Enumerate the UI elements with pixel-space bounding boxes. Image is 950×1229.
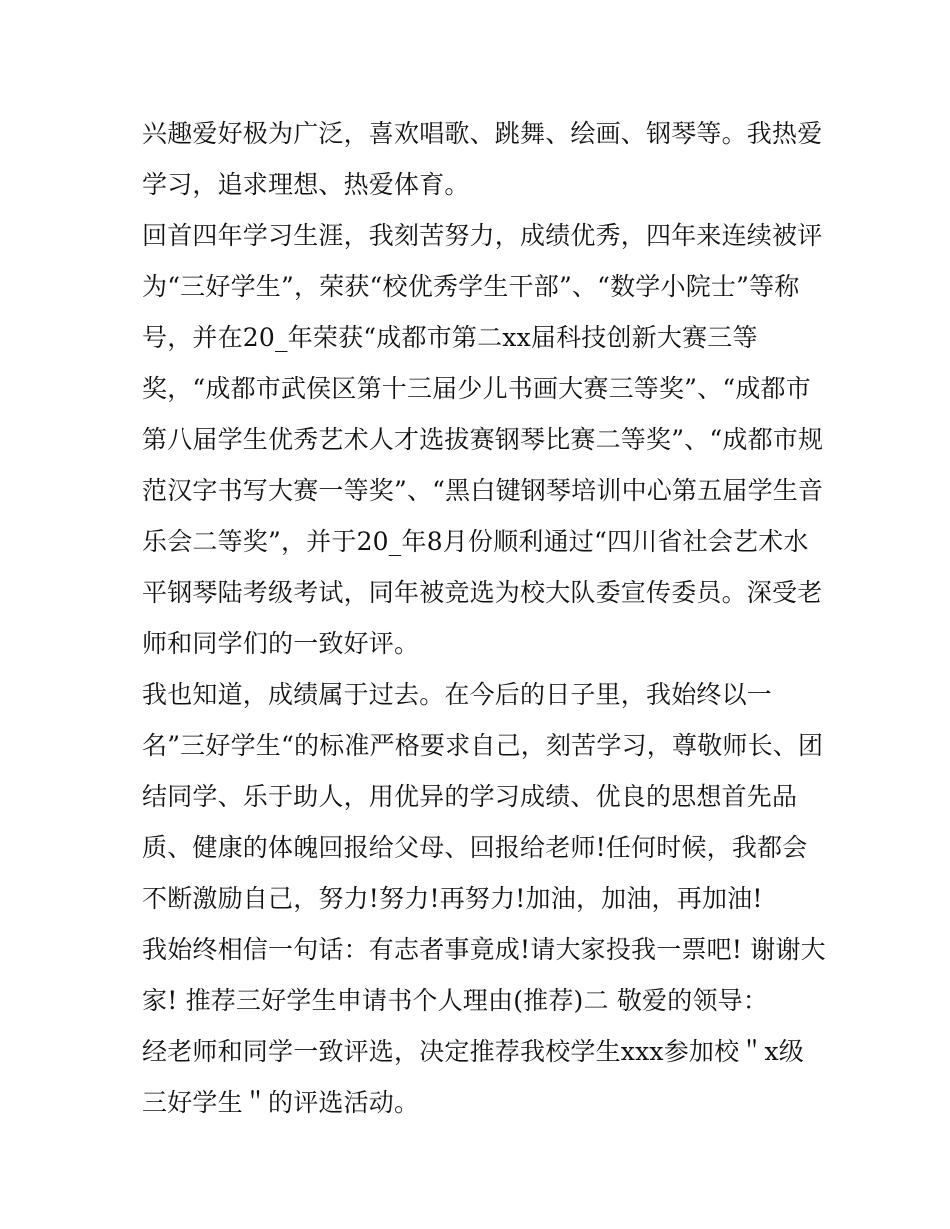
text-line: 回首四年学习生涯，我刻苦努力，成绩优秀，四年来连续被评	[142, 221, 823, 250]
text-line: 平钢琴陆考级考试，同年被竞选为校大队委宣传委员。深受老	[142, 578, 823, 607]
text-line: 为“三好学生”，荣获“校优秀学生干部”、“数学小院士”等称	[142, 272, 800, 301]
text-line: 号，并在20_年荣获“成都市第二xx届科技创新大赛三等	[142, 323, 758, 352]
text-line: 结同学、乐于助人，用优异的学习成绩、优良的思想首先品	[142, 782, 798, 811]
text-line: 范汉字书写大赛一等奖”、“黑白键钢琴培训中心第五届学生音	[142, 476, 824, 505]
text-line: 名”三好学生“的标准严格要求自己，刻苦学习，尊敬师长、团	[142, 731, 824, 760]
document-body	[142, 108, 826, 1128]
text-line: 兴趣爱好极为广泛，喜欢唱歌、跳舞、绘画、钢琴等。我热爱	[142, 119, 823, 148]
text-line: 我始终相信一句话：有志者事竟成!请大家投我一票吧! 谢谢大	[142, 935, 826, 964]
text-line: 奖，“成都市武侯区第十三届少儿书画大赛三等奖”、“成都市	[142, 374, 811, 403]
text-line: 学习，追求理想、热爱体育。	[142, 170, 470, 199]
text-line: 家! 推荐三好学生申请书个人理由(推荐)二 敬爱的领导：	[142, 986, 769, 1015]
text-line: 质、健康的体魄回报给父母、回报给老师!任何时候，我都会	[142, 833, 808, 862]
text-line: 三好学生＂的评选活动。	[142, 1088, 420, 1117]
text-line: 我也知道，成绩属于过去。在今后的日子里，我始终以一	[142, 680, 773, 709]
text-line: 第八届学生优秀艺术人才选拔赛钢琴比赛二等奖”、“成都市规	[142, 425, 824, 454]
text-line: 师和同学们的一致好评。	[142, 629, 420, 658]
text-line: 经老师和同学一致评选，决定推荐我校学生xxx参加校＂x级	[142, 1037, 804, 1066]
text-line: 乐会二等奖”，并于20_年8月份顺利通过“四川省社会艺术水	[142, 527, 809, 556]
text-line: 不断激励自己，努力!努力!再努力!加油，加油，再加油!	[142, 884, 763, 913]
